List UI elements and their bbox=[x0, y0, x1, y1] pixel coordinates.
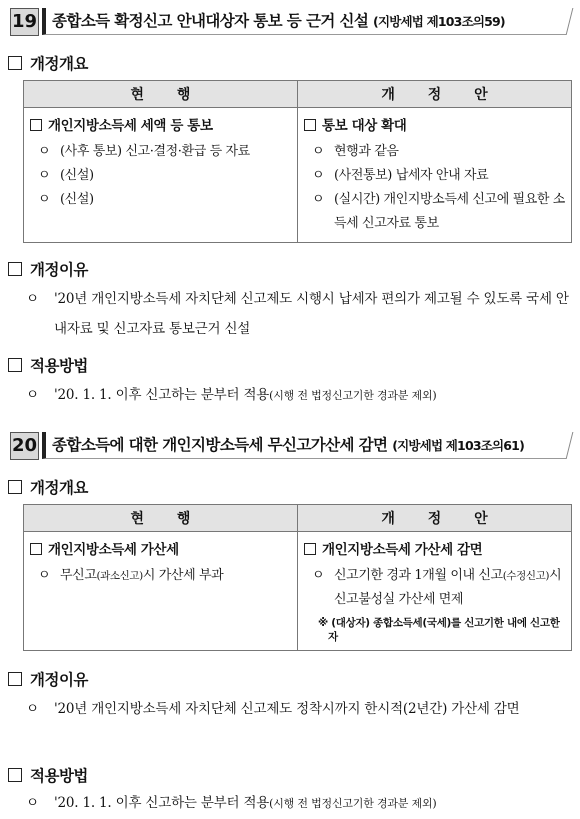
bullet-item: ㅇ 현행과 같음 bbox=[304, 140, 567, 164]
item-title-text: 종합소득에 대한 개인지방소득세 무신고가산세 감면 bbox=[52, 436, 388, 454]
reason-paragraph bbox=[26, 284, 572, 344]
item-title bbox=[42, 8, 566, 35]
item-19-header bbox=[10, 8, 570, 36]
law-reference: (지방세법 제103조의59) bbox=[373, 14, 505, 29]
apply-text: '20. 1. 1. 이후 신고하는 분부터 적용 bbox=[54, 795, 270, 811]
square-icon bbox=[304, 543, 316, 555]
apply-text: '20. 1. 1. 이후 신고하는 분부터 적용 bbox=[54, 387, 270, 403]
apply-paragraph bbox=[26, 380, 572, 411]
circle-bullet-icon: ㅇ bbox=[26, 387, 39, 403]
current-cell bbox=[24, 532, 298, 651]
law-reference: (지방세법 제103조의61) bbox=[392, 438, 524, 453]
section-heading-text: 개정개요 bbox=[30, 479, 88, 497]
checkbox-square-icon bbox=[8, 672, 22, 686]
col-current-header: 현 행 bbox=[24, 81, 298, 108]
cell-heading: 개인지방소득세 가산세 감면 bbox=[304, 538, 567, 558]
square-icon bbox=[304, 119, 316, 131]
circle-bullet-icon: ㅇ bbox=[26, 701, 39, 717]
bullet-item: ㅇ (신설) bbox=[30, 164, 293, 188]
circle-bullet-icon: ㅇ bbox=[26, 291, 39, 307]
section-heading-text: 개정개요 bbox=[30, 55, 88, 73]
current-cell bbox=[24, 108, 298, 243]
section-heading-apply bbox=[8, 764, 88, 786]
section-heading-text: 개정이유 bbox=[30, 671, 88, 689]
bullet-item: ㅇ (신설) bbox=[30, 188, 293, 212]
item-number: 19 bbox=[10, 8, 39, 36]
section-heading-overview bbox=[8, 52, 88, 74]
col-current-header: 현 행 bbox=[24, 505, 298, 532]
checkbox-square-icon bbox=[8, 480, 22, 494]
square-icon bbox=[30, 119, 42, 131]
col-revised-header: 개 정 안 bbox=[298, 81, 572, 108]
reason-paragraph bbox=[26, 694, 572, 724]
apply-paragraph bbox=[26, 788, 572, 819]
col-revised-header: 개 정 안 bbox=[298, 505, 572, 532]
circle-bullet-icon: ㅇ bbox=[38, 168, 51, 183]
item-title-text: 종합소득 확정신고 안내대상자 통보 등 근거 신설 bbox=[52, 12, 369, 30]
checkbox-square-icon bbox=[8, 768, 22, 782]
section-heading-text: 개정이유 bbox=[30, 261, 88, 279]
bullet-item: ㅇ 무신고(과소신고)시 가산세 부과 bbox=[30, 564, 293, 588]
section-heading-overview bbox=[8, 476, 88, 498]
circle-bullet-icon: ㅇ bbox=[38, 192, 51, 207]
revised-cell bbox=[298, 532, 572, 651]
cell-heading: 개인지방소득세 가산세 bbox=[30, 538, 293, 558]
comparison-table bbox=[23, 80, 572, 243]
item-title bbox=[42, 432, 566, 459]
circle-bullet-icon: ㅇ bbox=[26, 795, 39, 811]
section-heading-reason bbox=[8, 668, 88, 690]
section-heading-reason bbox=[8, 258, 88, 280]
circle-bullet-icon: ㅇ bbox=[312, 144, 325, 159]
circle-bullet-icon: ㅇ bbox=[312, 568, 325, 583]
cell-heading: 통보 대상 확대 bbox=[304, 114, 567, 134]
circle-bullet-icon: ㅇ bbox=[38, 568, 51, 583]
note-text: ※ (대상자) 종합소득세(국세)를 신고기한 내에 신고한 자 bbox=[318, 617, 560, 643]
apply-note: (시행 전 법정신고기한 경과분 제외) bbox=[269, 797, 437, 810]
square-icon bbox=[30, 543, 42, 555]
circle-bullet-icon: ㅇ bbox=[38, 144, 51, 159]
checkbox-square-icon bbox=[8, 262, 22, 276]
section-heading-text: 적용방법 bbox=[30, 767, 88, 785]
revised-cell bbox=[298, 108, 572, 243]
item-20-header bbox=[10, 432, 570, 460]
reason-text: '20년 개인지방소득세 자치단체 신고제도 시행시 납세자 편의가 제고될 수 있도록 국세 안내자료 및 신고자료 통보근거 신설 bbox=[54, 291, 569, 337]
circle-bullet-icon: ㅇ bbox=[312, 192, 325, 207]
bullet-item: ㅇ (사후 통보) 신고·결정·환급 등 자료 bbox=[30, 140, 293, 164]
comparison-table bbox=[23, 504, 572, 651]
cell-heading: 개인지방소득세 세액 등 통보 bbox=[30, 114, 293, 134]
section-heading-text: 적용방법 bbox=[30, 357, 88, 375]
section-heading-apply bbox=[8, 354, 88, 376]
item-number: 20 bbox=[10, 432, 39, 460]
bullet-item: ㅇ (사전통보) 납세자 안내 자료 bbox=[304, 164, 567, 188]
checkbox-square-icon bbox=[8, 56, 22, 70]
bullet-item: ㅇ 신고기한 경과 1개월 이내 신고(수정신고)시 신고불성실 가산세 면제 bbox=[304, 564, 567, 612]
reason-text: '20년 개인지방소득세 자치단체 신고제도 정착시까지 한시적(2년간) 가산세 감면 bbox=[54, 701, 520, 717]
bullet-item: ㅇ (실시간) 개인지방소득세 신고에 필요한 소득세 신고자료 통보 bbox=[304, 188, 567, 236]
checkbox-square-icon bbox=[8, 358, 22, 372]
circle-bullet-icon: ㅇ bbox=[312, 168, 325, 183]
apply-note: (시행 전 법정신고기한 경과분 제외) bbox=[269, 389, 437, 402]
